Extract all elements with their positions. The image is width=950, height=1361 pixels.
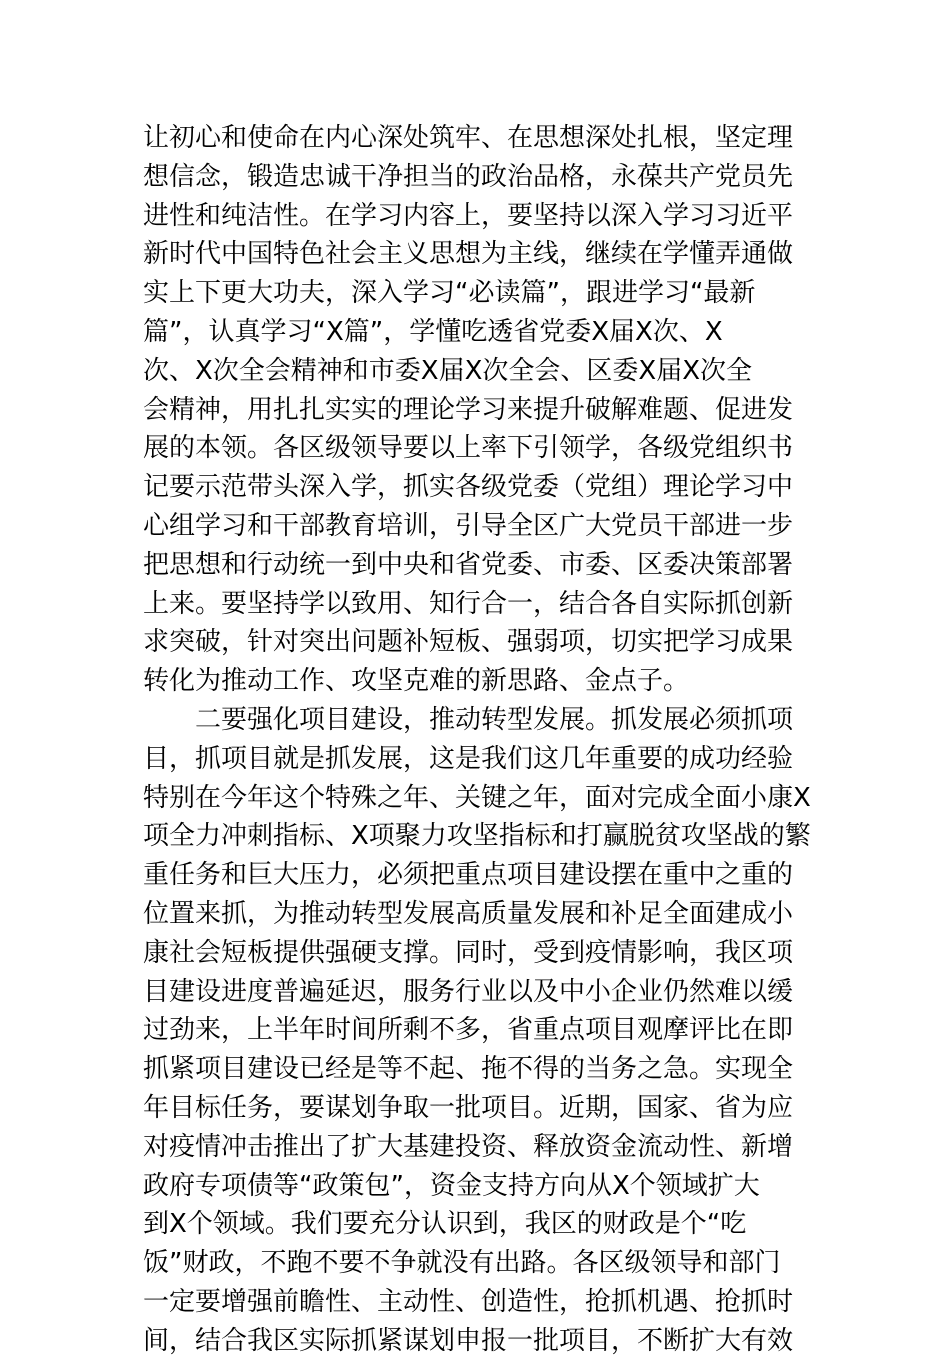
- text-line: 目，抓项目就是抓发展，这是我们这几年重要的成功经验: [143, 743, 794, 774]
- text-line: 康社会短板提供强硬支撑。同时，受到疫情影响，我区项: [143, 937, 794, 968]
- text-line: 新时代中国特色社会主义思想为主线，继续在学懂弄通做: [143, 239, 794, 270]
- text-line: 篇”，认真学习“X篇”，学懂吃透省党委X届X次、X: [143, 316, 723, 347]
- text-line: 饭”财政，不跑不要不争就没有出路。各区级领导和部门: [143, 1248, 781, 1279]
- text-line: 对疫情冲击推出了扩大基建投资、释放资金流动性、新增: [143, 1131, 794, 1162]
- text-line: 抓紧项目建设已经是等不起、拖不得的当务之急。实现全: [143, 1054, 794, 1085]
- text-line: 求突破，针对突出问题补短板、强弱项，切实把学习成果: [143, 627, 794, 658]
- text-line: 实上下更大功夫，深入学习“必读篇”，跟进学习“最新: [143, 278, 756, 309]
- text-line: 位置来抓，为推动转型发展高质量发展和补足全面建成小: [143, 898, 794, 929]
- text-line: 间，结合我区实际抓紧谋划申报一批项目，不断扩大有效: [143, 1325, 794, 1356]
- text-line: 过劲来，上半年时间所剩不多，省重点项目观摩评比在即: [143, 1015, 794, 1046]
- text-line: 想信念，锻造忠诚干净担当的政治品格，永葆共产党员先: [143, 161, 794, 192]
- body-text: [143, 119, 813, 1361]
- text-line: 让初心和使命在内心深处筑牢、在思想深处扎根，坚定理: [143, 123, 794, 153]
- text-line: 项全力冲刺指标、X项聚力攻坚指标和打赢脱贫攻坚战的繁: [143, 821, 811, 852]
- paragraph-start-line: 二要强化项目建设，推动转型发展。抓发展必须抓项: [195, 704, 794, 735]
- text-line: 到X个领域。我们要充分认识到，我区的财政是个“吃: [143, 1209, 747, 1240]
- text-line: 上来。要坚持学以致用、知行合一，结合各自实际抓创新: [143, 588, 794, 619]
- text-line: 展的本领。各区级领导要以上率下引领学，各级党组织书: [143, 433, 794, 464]
- text-line: 次、X次全会精神和市委X届X次全会、区委X届X次全: [143, 355, 753, 386]
- text-line: 重任务和巨大压力，必须把重点项目建设摆在重中之重的: [143, 860, 794, 891]
- text-line: 年目标任务，要谋划争取一批项目。近期，国家、省为应: [143, 1092, 794, 1123]
- text-line: 目建设进度普遍延迟，服务行业以及中小企业仍然难以缓: [143, 976, 794, 1007]
- text-line: 会精神，用扎扎实实的理论学习来提升破解难题、促进发: [143, 394, 794, 425]
- text-line: 记要示范带头深入学，抓实各级党委（党组）理论学习中: [143, 472, 794, 503]
- text-line: 特别在今年这个特殊之年、关键之年，面对完成全面小康X: [143, 782, 811, 813]
- text-line: 进性和纯洁性。在学习内容上，要坚持以深入学习习近平: [143, 200, 794, 231]
- text-line: 政府专项债等“政策包”，资金支持方向从X个领域扩大: [143, 1170, 760, 1201]
- text-line: 把思想和行动统一到中央和省党委、市委、区委决策部署: [143, 549, 794, 580]
- text-line: 一定要增强前瞻性、主动性、创造性，抢抓机遇、抢抓时: [143, 1286, 794, 1317]
- text-line: 转化为推动工作、攻坚克难的新思路、金点子。: [143, 666, 690, 697]
- text-line: 心组学习和干部教育培训，引导全区广大党员干部进一步: [143, 510, 794, 541]
